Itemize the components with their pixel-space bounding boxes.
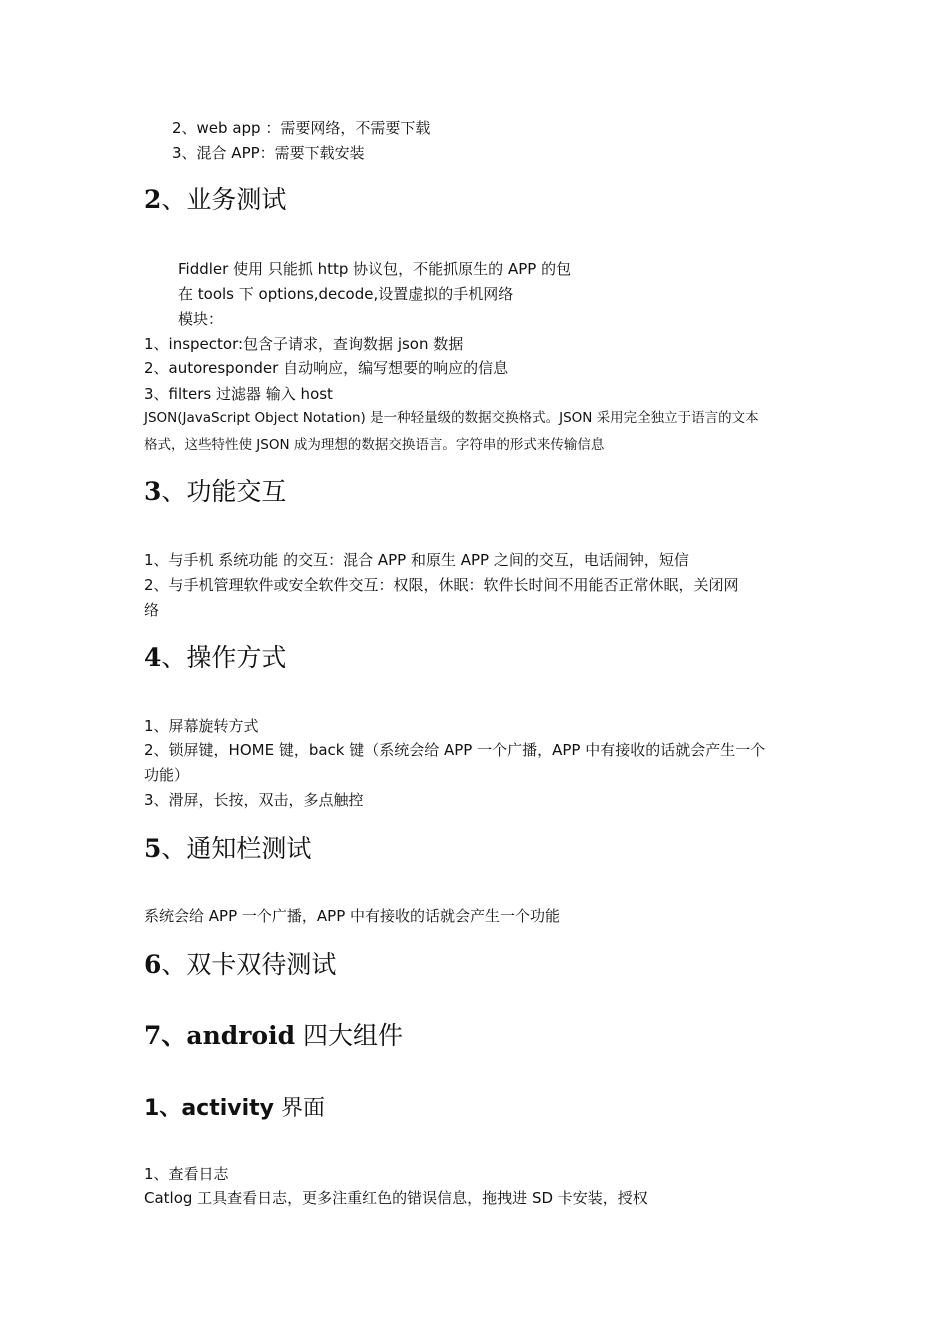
section-number: 4: [144, 643, 162, 672]
paragraph-line: 3、滑屏，长按，双击，多点触控: [144, 791, 364, 809]
section-heading-4: [144, 642, 286, 674]
section-heading-5: [144, 833, 311, 865]
section-title-rest: 界面: [274, 1096, 325, 1121]
subsection-heading-1: [144, 1094, 325, 1124]
section-number: 5: [144, 834, 162, 863]
section-title: 、双卡双待测试: [161, 950, 337, 979]
paragraph-line: 模块：: [178, 310, 224, 328]
paragraph-line: 在 tools 下 options,decode,设置虚拟的手机网络: [178, 285, 514, 303]
section-title: 、activity: [159, 1096, 274, 1121]
paragraph-line: 系统会给 APP 一个广播，APP 中有接收的话就会产生一个功能: [144, 907, 561, 925]
intro-line-2: 3、混合 APP：需要下载安装: [172, 144, 365, 162]
section-heading-6: [144, 949, 336, 981]
paragraph-line: Catlog 工具查看日志，更多注重红色的错误信息，拖拽进 SD 卡安装，授权: [144, 1189, 648, 1207]
paragraph-line: 1、屏幕旋转方式: [144, 717, 259, 735]
section-title: 、通知栏测试: [161, 834, 312, 863]
section-number: 3: [144, 477, 162, 506]
paragraph-line: JSON(JavaScript Object Notation) 是一种轻量级的数据交换格式。JSON 采用完全独立于语言的文本: [144, 410, 759, 426]
section-title-rest: 四大组件: [295, 1021, 404, 1050]
paragraph-line: 1、查看日志: [144, 1165, 229, 1183]
section-number: 2: [144, 185, 162, 214]
section-heading-7: [144, 1020, 403, 1052]
paragraph-line: 1、与手机 系统功能 的交互：混合 APP 和原生 APP 之间的交互，电话闹钟，短信: [144, 551, 689, 569]
paragraph-line: 3、filters 过滤器 输入 host: [144, 385, 333, 403]
paragraph-line: 功能）: [144, 766, 190, 784]
section-heading-3: [144, 476, 286, 508]
section-number: 1: [144, 1096, 160, 1121]
section-number: 7: [144, 1021, 162, 1050]
section-title: 、业务测试: [161, 185, 287, 214]
paragraph-line: 2、autoresponder 自动响应，编写想要的响应的信息: [144, 359, 509, 377]
paragraph-line: Fiddler 使用 只能抓 http 协议包，不能抓原生的 APP 的包: [178, 260, 572, 278]
paragraph-line: 1、inspector:包含子请求，查询数据 json 数据: [144, 335, 464, 353]
section-title: 、操作方式: [161, 643, 287, 672]
intro-line-1: 2、web app ：需要网络，不需要下载: [172, 119, 431, 137]
section-number: 6: [144, 950, 162, 979]
paragraph-line: 2、锁屏键，HOME 键，back 键（系统会给 APP 一个广播，APP 中有接收的话就会产生一个: [144, 741, 766, 759]
paragraph-line: 络: [144, 601, 160, 619]
paragraph-line: 格式，这些特性使 JSON 成为理想的数据交换语言。字符串的形式来传输信息: [144, 437, 605, 453]
section-title: 、android: [161, 1021, 296, 1050]
section-title: 、功能交互: [161, 477, 287, 506]
paragraph-line: 2、与手机管理软件或安全软件交互：权限，休眠：软件长时间不用能否正常休眠，关闭网: [144, 576, 739, 594]
section-heading-2: [144, 184, 286, 216]
